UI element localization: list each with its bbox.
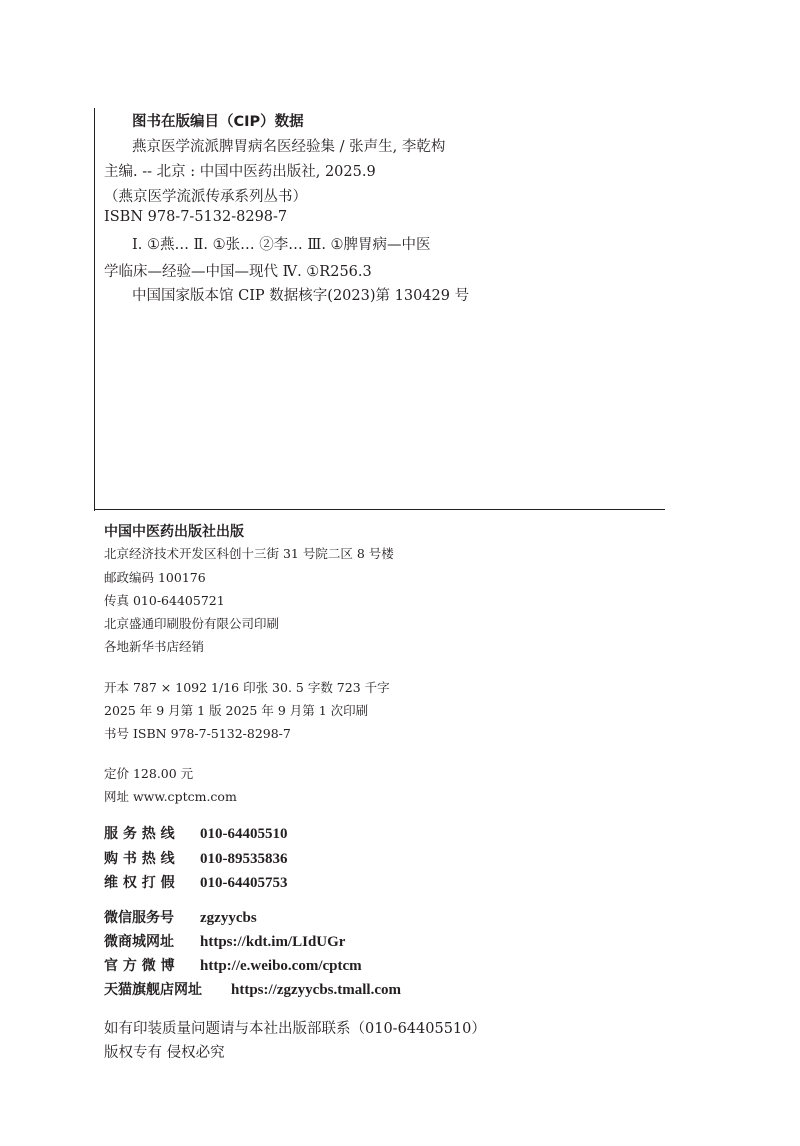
publisher-printer: 北京盛通印刷股份有限公司印刷 xyxy=(104,616,280,631)
spec-price: 定价 128.00 元 xyxy=(104,766,194,781)
cip-title: 图书在版编目（CIP）数据 xyxy=(132,114,304,130)
hotline-purchase xyxy=(104,848,288,868)
rights-notice: 版权专有 侵权必究 xyxy=(104,1045,225,1061)
horizontal-rule xyxy=(94,509,665,510)
online-mall xyxy=(104,931,345,951)
publisher-address: 北京经济技术开发区科创十三街 31 号院二区 8 号楼 xyxy=(104,546,394,561)
quality-notice: 如有印装质量问题请与本社出版部联系（010-64405510） xyxy=(104,1021,486,1037)
online-value: zgzyycbs xyxy=(200,910,257,926)
vertical-rule xyxy=(94,108,95,511)
spec-edition: 2025 年 9 月第 1 版 2025 年 9 月第 1 次印刷 xyxy=(104,703,369,718)
online-label: 天猫旗舰店网址 xyxy=(104,982,202,998)
publisher-distributor: 各地新华书店经销 xyxy=(104,639,205,654)
publisher-postcode: 邮政编码 100176 xyxy=(104,570,206,585)
hotline-label: 购 书 热 线 xyxy=(104,851,175,867)
hotline-value: 010-64405510 xyxy=(200,826,288,842)
spec-website: 网址 www.cptcm.com xyxy=(104,789,237,804)
online-weibo xyxy=(104,955,362,975)
cip-line-5: Ⅰ. ①燕… Ⅱ. ①张… ②李… Ⅲ. ①脾胃病—中医 xyxy=(132,237,431,253)
online-label: 微信服务号 xyxy=(104,910,174,926)
spec-format: 开本 787 × 1092 1/16 印张 30. 5 字数 723 千字 xyxy=(104,680,390,695)
online-wechat xyxy=(104,907,257,927)
spec-isbn: 书号 ISBN 978-7-5132-8298-7 xyxy=(104,726,291,741)
online-label: 微商城网址 xyxy=(104,934,174,950)
publisher-fax: 传真 010-64405721 xyxy=(104,593,225,608)
hotline-rights xyxy=(104,872,288,892)
online-label: 官 方 微 博 xyxy=(104,958,175,974)
online-tmall xyxy=(104,979,401,999)
cip-line-1: 燕京医学流派脾胃病名医经验集 / 张声生, 李乾构 xyxy=(132,139,446,155)
hotline-value: 010-89535836 xyxy=(200,851,288,867)
online-value: http://e.weibo.com/cptcm xyxy=(200,958,362,974)
hotline-value: 010-64405753 xyxy=(200,875,288,891)
cip-line-2: 主编. -- 北京 : 中国中医药出版社, 2025.9 xyxy=(104,164,376,180)
hotline-label: 维 权 打 假 xyxy=(104,875,175,891)
hotline-service xyxy=(104,823,288,843)
hotline-label: 服 务 热 线 xyxy=(104,826,175,842)
cip-line-3: （燕京医学流派传承系列丛书） xyxy=(104,189,307,205)
cip-line-4: ISBN 978-7-5132-8298-7 xyxy=(104,209,288,225)
cip-line-6: 学临床—经验—中国—现代 Ⅳ. ①R256.3 xyxy=(104,264,372,280)
cip-line-7: 中国国家版本馆 CIP 数据核字(2023)第 130429 号 xyxy=(132,288,470,304)
publisher-name: 中国中医药出版社出版 xyxy=(104,524,244,540)
online-value: https://zgzyycbs.tmall.com xyxy=(231,982,401,998)
online-value: https://kdt.im/LIdUGr xyxy=(200,934,346,950)
